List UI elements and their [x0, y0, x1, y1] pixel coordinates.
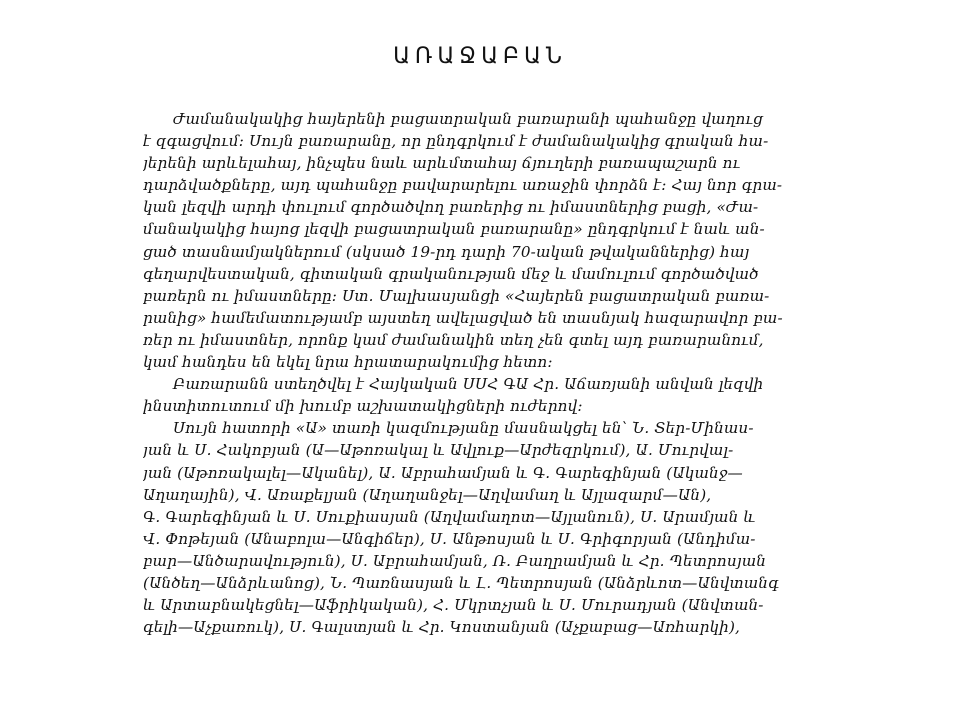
text-line: յերենի արևելահայ, ինչպես նաև արևմտահայ ճյուղերի բառապաշարն ու: [143, 154, 741, 173]
text-line: յան և Ս. Հակոբյան (Ա—Աթոռակալ և Ավլուք—Արժեզրկում), Ա. Մուրվալ-: [143, 441, 734, 460]
preface-body: [143, 108, 783, 638]
text-line: Բառարանն ստեղծվել է Հայկական ՍՍՀ ԳԱ Հր. Աճառյանի անվան լեզվի: [173, 375, 764, 394]
text-line: Գ. Գարեգինյան և Ս. Սուքիասյան (Աղվամաղոտ—Այլանուն), Ս. Արամյան և: [143, 507, 756, 526]
text-line: կամ հանդես են եկել նրա հրատարակումից հետո։: [143, 353, 553, 372]
text-line: Աղաղային), Վ. Առաքելյան (Աղաղանջել—Աղվամաղ և Այլազարմ—Ան),: [143, 485, 712, 504]
text-line: ցած տասնամյակներում (սկսած 19-րդ դարի 70-ական թվականներից) հայ: [143, 242, 750, 261]
text-line: գեղարվեստական, գիտական գրականության մեջ և մամուլում գործածված: [143, 264, 759, 283]
text-line: Սույն հատորի «Ա» տառի կազմությանը մասնակցել են՝ Ն. Տեր-Մինաս-: [173, 419, 754, 438]
text-line: է զգացվում։ Սույն բառարանը, որ ընդգրկում է ժամանակակից գրական հա-: [143, 132, 769, 151]
text-line: ինստիտուտում մի խումբ աշխատակիցների ուժերով։: [143, 397, 583, 416]
text-line: գելի—Աչքառուկ), Ս. Գալստյան և Հր. Կոստանյան (Աչքաբաց—Առհարկի),: [143, 618, 741, 637]
text-line: դարձվածքները, այդ պահանջը բավարարելու առաջին փորձն է։ Հայ նոր գրա-: [143, 176, 783, 195]
text-line: բար—Անծարավություն), Ս. Աբրահամյան, Ռ. Բաղրամյան և Հր. Պետրոսյան: [143, 551, 767, 570]
text-line: Վ. Փոթեյան (Անաբոլա—Անգիճեր), Ս. Անթոսյան և Ս. Գրիգորյան (Անդիմա-: [143, 529, 756, 548]
text-line: մանակակից հայոց լեզվի բացատրական բառարանը» ընդգրկում է նաև ան-: [143, 220, 765, 239]
text-line: ռեր ու իմաստներ, որոնք կամ ժամանակին տեղ չեն գտել այդ բառարանում,: [143, 330, 764, 349]
text-line: յան (Աթոռակալել—Ականել), Ա. Աբրահամյան և Գ. Գարեգինյան (Ականջ—: [143, 463, 743, 482]
text-line: բառերն ու իմաստները։ Ստ. Մալխասյանցի «Հայերեն բացատրական բառա-: [143, 286, 770, 305]
text-line: Ժամանակակից հայերենի բացատրական բառարանի պահանջը վաղուց: [173, 110, 763, 128]
text-line: և Արտաբնակեցնել—Աֆրիկական), Հ. Մկրտչյան և Ս. Մուրադյան (Անվտան-: [143, 596, 764, 615]
text-line: (Անծեղ—Անձրևանոց), Ն. Պառնասյան և Լ. Պետրոսյան (Անձրևոտ—Անվտանգ: [143, 573, 779, 592]
text-line: րանից» համեմատությամբ այստեղ ավելացված են տասնյակ հազարավոր բա-: [143, 308, 783, 327]
page-title: ԱՌԱՋԱԲԱՆ: [393, 44, 567, 69]
text-line: կան լեզվի արդի փուլում գործածվող բառերից ու իմաստներից բացի, «Ժա-: [143, 198, 759, 217]
